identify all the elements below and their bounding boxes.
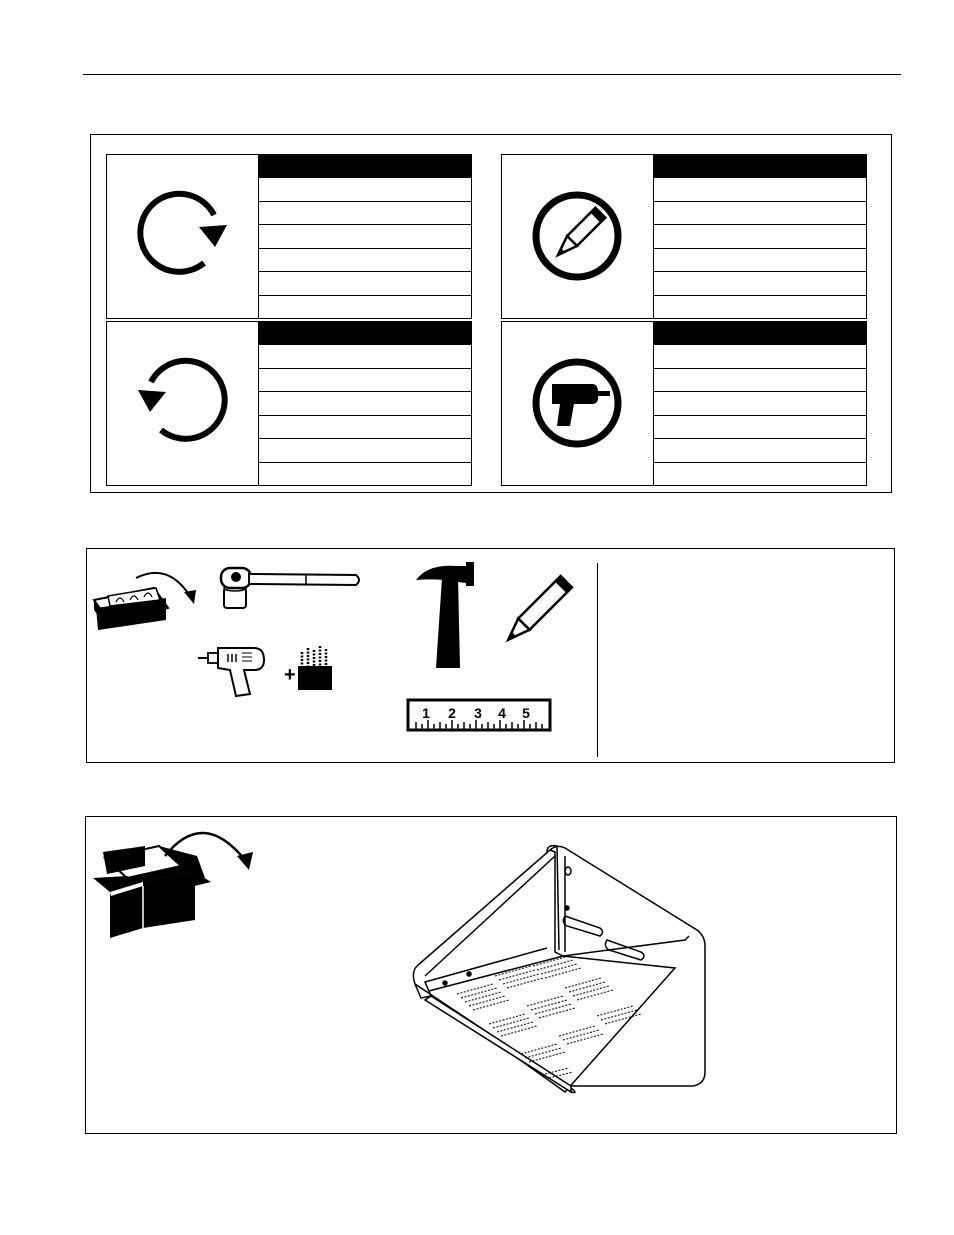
legend-row	[654, 392, 866, 415]
legend-cell-drill	[501, 321, 867, 486]
legend-row	[259, 225, 471, 248]
toolbox-icon	[94, 573, 196, 630]
legend-row	[259, 272, 471, 295]
legend-row	[654, 415, 866, 438]
legend-row	[259, 201, 471, 224]
legend-row	[259, 439, 471, 462]
ruler-icon	[408, 700, 550, 730]
legend-row	[259, 345, 471, 368]
ruler-number: 4	[498, 705, 506, 721]
legend-row	[654, 178, 866, 201]
counterclockwise-rotation-icon	[107, 322, 259, 485]
drill-icon	[198, 648, 264, 696]
shelf-tray-illustration	[413, 846, 705, 1093]
socket-wrench-icon	[221, 568, 359, 608]
ruler-number: 1	[422, 705, 430, 721]
legend-row	[654, 225, 866, 248]
legend-panel	[90, 134, 892, 493]
legend-row	[654, 272, 866, 295]
ruler-number: 2	[448, 705, 456, 721]
legend-row	[259, 368, 471, 391]
clockwise-rotation-icon	[107, 155, 259, 318]
legend-cell-pencil	[501, 154, 867, 319]
legend-row	[259, 392, 471, 415]
legend-table-3	[259, 322, 471, 485]
open-box-icon	[93, 833, 253, 938]
legend-row	[654, 439, 866, 462]
parts-illustration	[85, 816, 897, 1134]
ruler-number: 3	[474, 705, 482, 721]
legend-table-2	[654, 155, 866, 318]
legend-row	[654, 462, 866, 485]
legend-row	[654, 295, 866, 318]
legend-row	[259, 462, 471, 485]
legend-header	[654, 155, 866, 178]
legend-table-4	[654, 322, 866, 485]
pencil-icon	[503, 576, 572, 645]
legend-row	[654, 368, 866, 391]
legend-header	[259, 155, 471, 178]
legend-row	[259, 295, 471, 318]
legend-row	[654, 201, 866, 224]
legend-row	[259, 178, 471, 201]
tools-illustration	[86, 548, 598, 763]
header-rule	[83, 74, 901, 75]
legend-row	[259, 415, 471, 438]
drill-circle-icon	[502, 322, 654, 485]
legend-table-1	[259, 155, 471, 318]
legend-header	[259, 322, 471, 345]
plus-sign: +	[284, 664, 296, 686]
legend-row	[654, 248, 866, 271]
legend-cell-counterclockwise	[106, 321, 472, 486]
legend-header	[654, 322, 866, 345]
legend-cell-clockwise	[106, 154, 472, 319]
hammer-icon	[416, 562, 474, 668]
legend-row	[654, 345, 866, 368]
ruler-number: 5	[522, 705, 530, 721]
legend-row	[259, 248, 471, 271]
drill-bits-icon	[298, 646, 332, 690]
pencil-circle-icon	[502, 155, 654, 318]
